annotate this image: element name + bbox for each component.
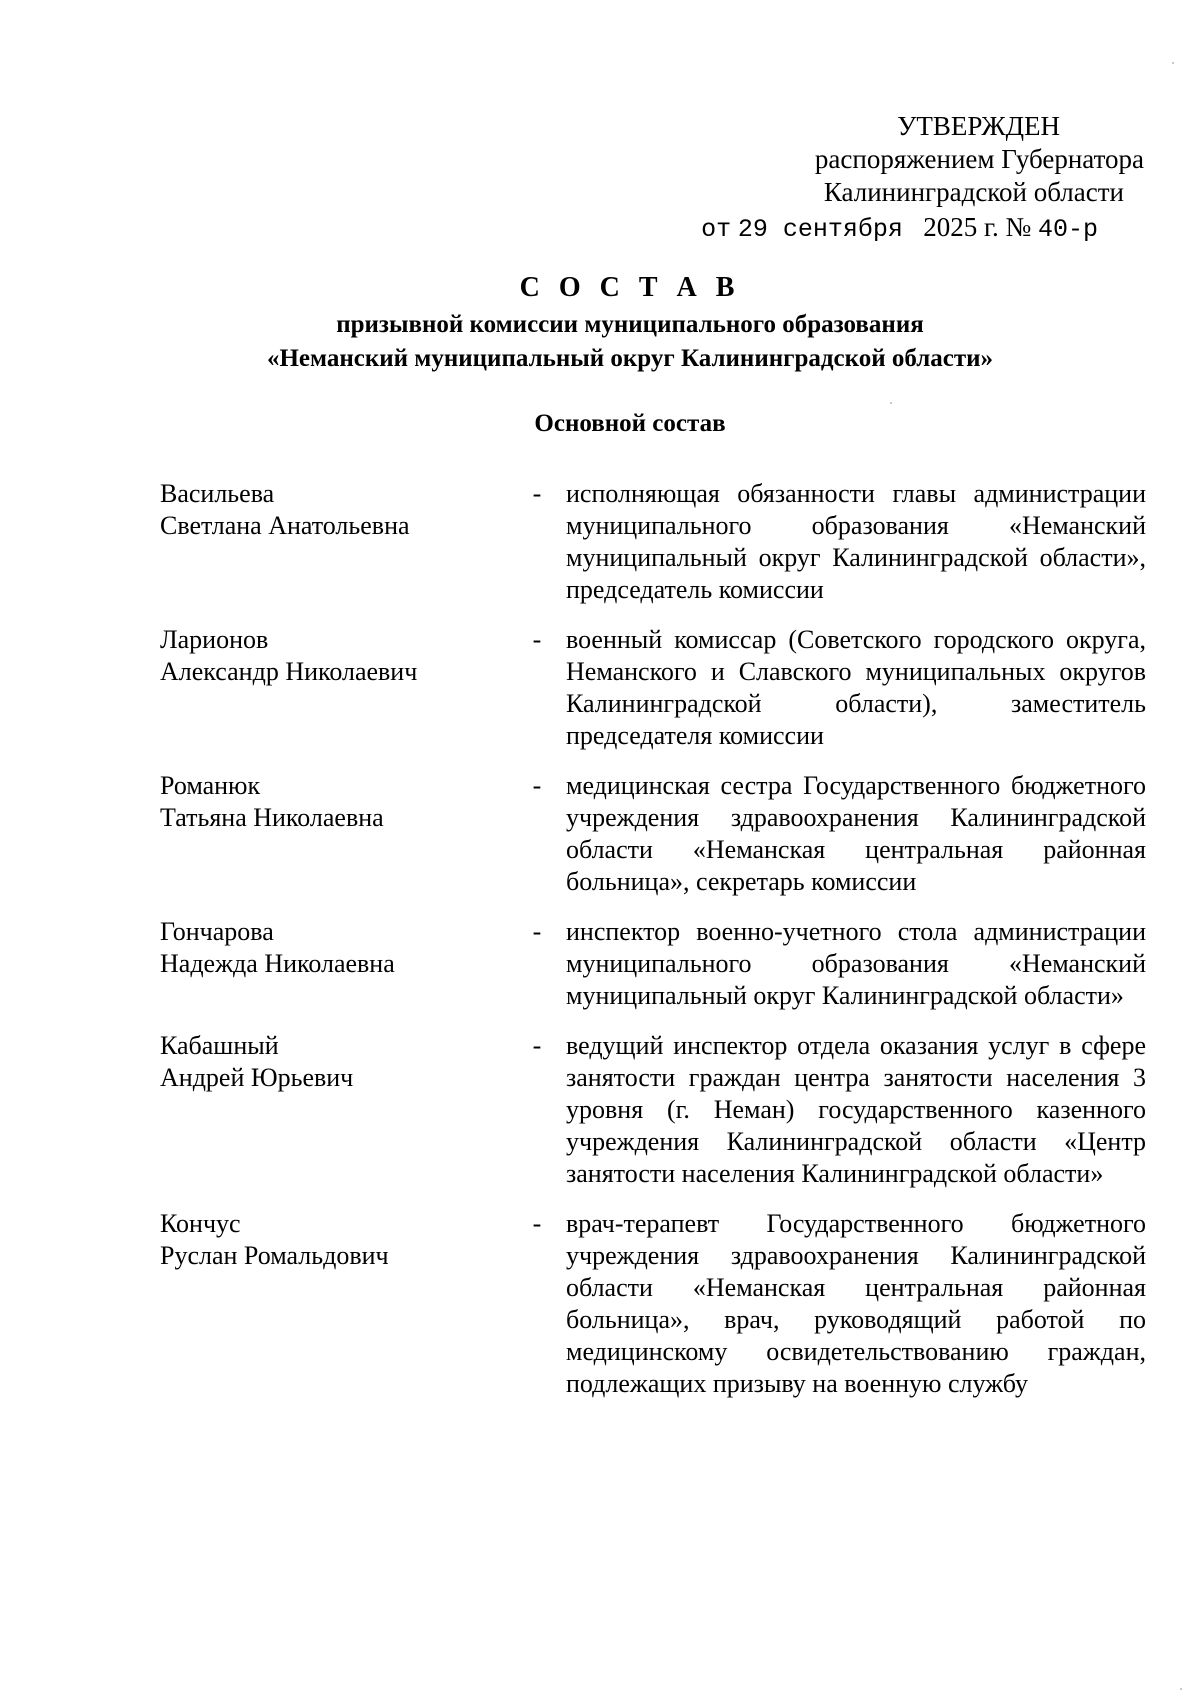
section-title: Основной состав <box>534 410 726 437</box>
member-dash: - <box>532 1209 542 1238</box>
member-given-names: Александр Николаевич <box>160 657 418 686</box>
date-day-month: 29 сентября <box>737 215 903 244</box>
member-surname: Кончус <box>160 1209 241 1238</box>
member-row <box>160 1208 1146 1400</box>
member-name <box>160 478 510 606</box>
member-role: врач-терапевт Государственного бюджетного учреждения здравоохранения Калининградской области «Неманская центральная районная больница», врач, руководящий работой по медицинскому освидетельствованию граждан, подлежащих призыву на военную службу <box>566 1209 1146 1398</box>
scan-speck <box>1172 62 1174 64</box>
member-row <box>160 770 1146 898</box>
member-dash: - <box>532 917 542 946</box>
document-subtitle-2: «Неманский муниципальный округ Калининградской области» <box>266 345 994 372</box>
member-surname: Гончарова <box>160 917 274 946</box>
member-dash: - <box>532 625 542 654</box>
member-name <box>160 1030 510 1190</box>
member-dash: - <box>532 479 542 508</box>
member-given-names: Андрей Юрьевич <box>160 1063 354 1092</box>
member-dash: - <box>532 1031 542 1060</box>
approval-date-line <box>624 211 1144 246</box>
member-given-names: Светлана Анатольевна <box>160 511 410 540</box>
member-row <box>160 624 1146 752</box>
member-surname: Кабашный <box>160 1031 279 1060</box>
member-role: ведущий инспектор отдела оказания услуг в сфере занятости граждан центра занятости населения 3 уровня (г. Неман) государственного казенного учреждения Калининградской области «Центр занятости населения Калининградской области» <box>566 1031 1146 1188</box>
scan-speck <box>1180 1688 1182 1690</box>
document-number: 40-р <box>1037 215 1098 244</box>
member-given-names: Надежда Николаевна <box>160 949 395 978</box>
member-surname: Ларионов <box>160 625 269 654</box>
member-role: военный комиссар (Советского городского округа, Неманского и Славского муниципальных округов Калининградской области), заместитель председателя комиссии <box>566 625 1146 750</box>
member-role: медицинская сестра Государственного бюджетного учреждения здравоохранения Калининградской области «Неманская центральная районная больница», секретарь комиссии <box>566 771 1146 896</box>
member-role: инспектор военно-учетного стола администрации муниципального образования «Неманский муниципальный округ Калининградской области» <box>566 917 1146 1010</box>
document-title: С О С Т А В <box>519 272 741 303</box>
member-given-names: Татьяна Николаевна <box>160 803 384 832</box>
member-name <box>160 916 510 1012</box>
member-row <box>160 916 1146 1012</box>
member-name <box>160 770 510 898</box>
member-row <box>160 1030 1146 1190</box>
number-sign: № <box>1005 212 1032 242</box>
date-prefix: от <box>701 215 732 244</box>
approval-block <box>624 110 1144 246</box>
member-name <box>160 1208 510 1400</box>
document-heading <box>0 268 1200 376</box>
approval-line-2: Калининградской области <box>823 177 1124 207</box>
member-name <box>160 624 510 752</box>
members-list <box>160 478 1146 1418</box>
approval-line-1: распоряжением Губернатора <box>814 144 1144 174</box>
member-surname: Васильева <box>160 479 275 508</box>
member-role: исполняющая обязанности главы администрации муниципального образования «Неманский муниципальный округ Калининградской области», председатель комиссии <box>566 479 1146 604</box>
date-year: 2025 г. <box>923 212 999 242</box>
member-surname: Романюк <box>160 771 261 800</box>
member-given-names: Руслан Ромальдович <box>160 1241 389 1270</box>
member-dash: - <box>532 771 542 800</box>
member-row <box>160 478 1146 606</box>
scan-speck <box>890 402 892 404</box>
approval-title: УТВЕРЖДЕН <box>897 111 1060 141</box>
document-subtitle-1: призывной комиссии муниципального образования <box>336 311 924 338</box>
